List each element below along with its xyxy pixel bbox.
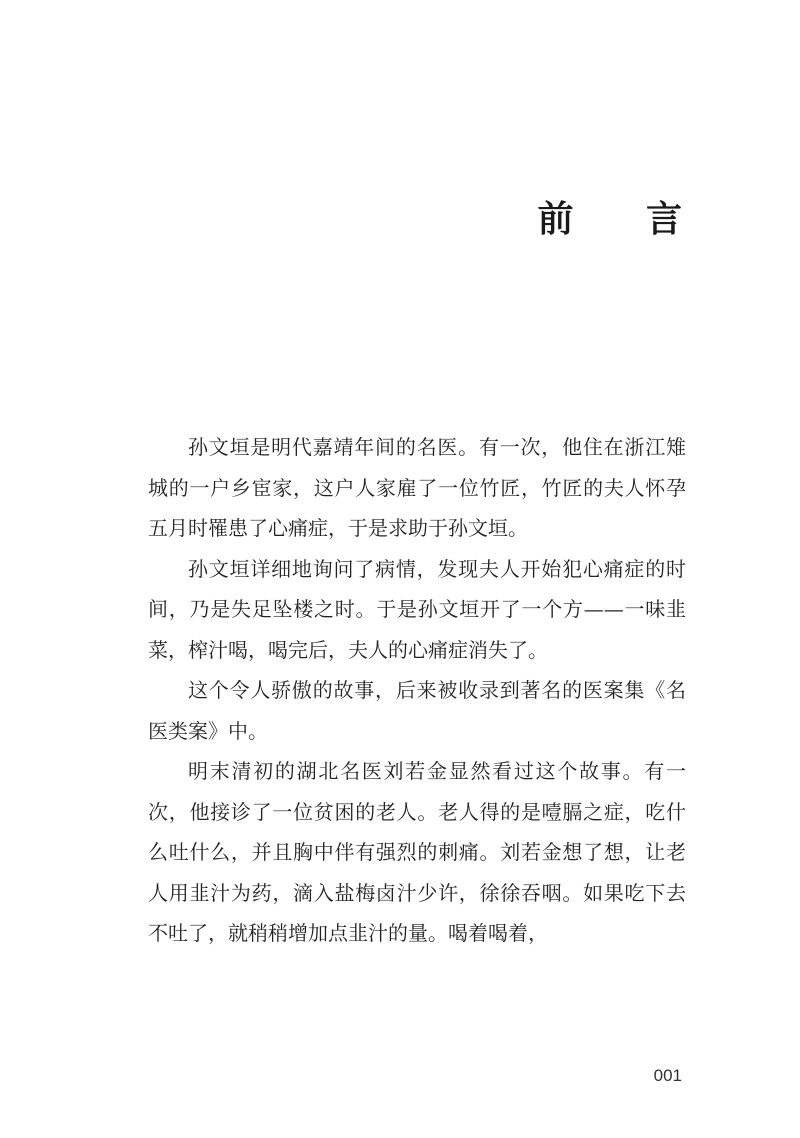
paragraph: 这个令人骄傲的故事，后来被收录到著名的医案集《名医类案》中。	[148, 678, 686, 743]
paragraph: 孙文垣是明代嘉靖年间的名医。有一次，他住在浙江雉城的一户乡宦家，这户人家雇了一位竹匠，竹匠的夫人怀孕五月时罹患了心痛症，于是求助于孙文垣。	[148, 435, 686, 540]
page-number: 001	[653, 1066, 682, 1085]
chapter-title: 前 言	[537, 199, 712, 240]
paragraph: 孙文垣详细地询问了病情，发现夫人开始犯心痛症的时间，乃是失足坠楼之时。于是孙文垣开了一个方——一味韭菜，榨汁喝，喝完后，夫人的心痛症消失了。	[148, 556, 686, 662]
body-text	[148, 427, 686, 954]
paragraph: 明末清初的湖北名医刘若金显然看过这个故事。有一次，他接诊了一位贫困的老人。老人得的是噎膈之症，吃什么吐什么，并且胸中伴有强烈的刺痛。刘若金想了想，让老人用韭汁为药，滴入盐梅卤汁少许，徐徐吞咽。如果吃下去不吐了，就稍稍增加点韭汁的量。喝着喝着，	[148, 759, 686, 945]
